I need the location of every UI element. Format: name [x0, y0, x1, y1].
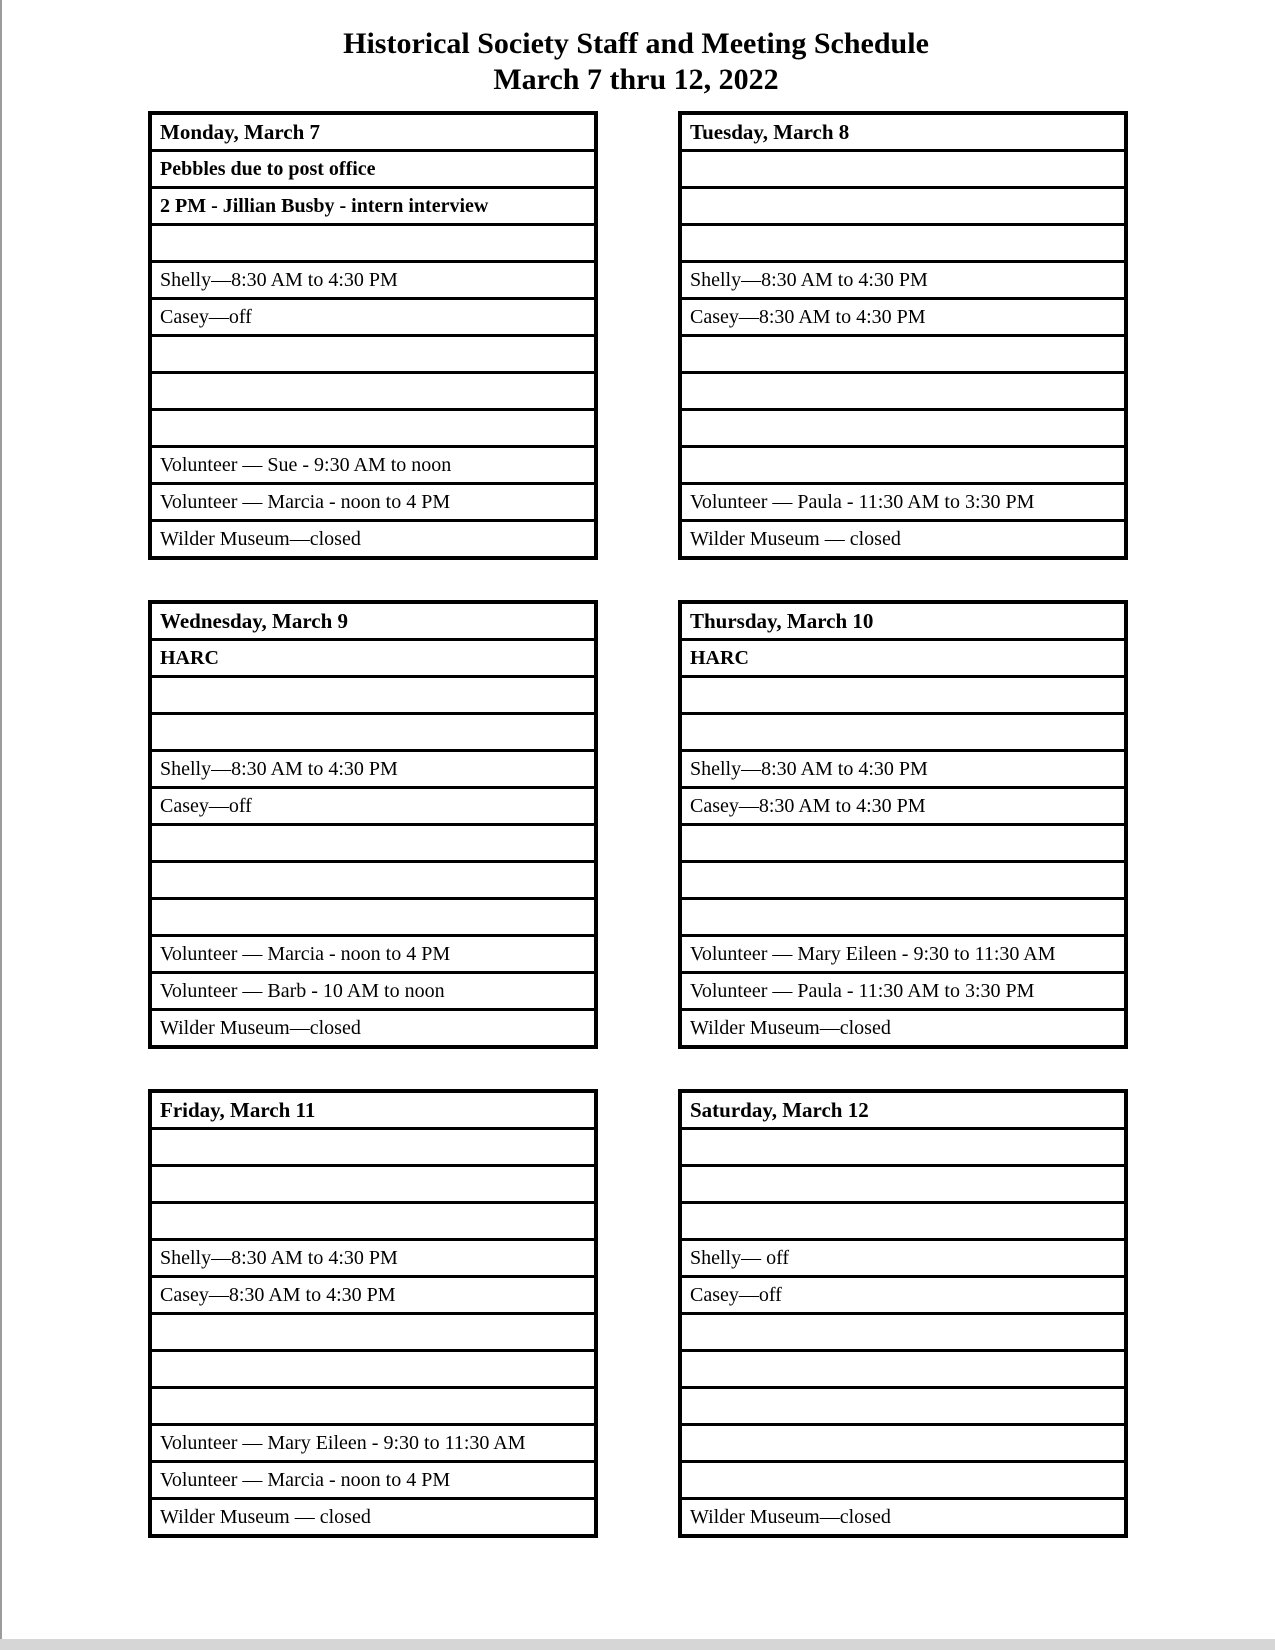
schedule-row	[682, 149, 1124, 186]
day-row-text: Pebbles due to post office	[160, 158, 376, 180]
day-row-text: Shelly—8:30 AM to 4:30 PM	[690, 758, 928, 780]
day-header	[152, 1093, 594, 1127]
day-row-text: Volunteer — Sue - 9:30 AM to noon	[160, 454, 452, 476]
schedule-row	[682, 1460, 1124, 1497]
schedule-row	[682, 971, 1124, 1008]
schedule-row	[682, 712, 1124, 749]
schedule-row	[682, 897, 1124, 934]
day-row-text: HARC	[160, 647, 219, 669]
day-box-friday	[148, 1089, 598, 1538]
schedule-row	[152, 1275, 594, 1312]
schedule-row	[152, 149, 594, 186]
schedule-row	[152, 934, 594, 971]
schedule-row	[152, 1238, 594, 1275]
schedule-row	[682, 297, 1124, 334]
schedule-row	[152, 749, 594, 786]
day-rows	[682, 149, 1124, 556]
day-row-text: Casey—off	[160, 795, 252, 817]
day-rows	[682, 1127, 1124, 1534]
day-box-saturday	[678, 1089, 1128, 1538]
schedule-row	[152, 1008, 594, 1045]
schedule-row	[152, 371, 594, 408]
day-row-text: Wilder Museum — closed	[160, 1506, 371, 1528]
schedule-row	[682, 934, 1124, 971]
day-row-text: Shelly—8:30 AM to 4:30 PM	[160, 269, 398, 291]
schedule-row	[682, 675, 1124, 712]
schedule-row	[682, 1201, 1124, 1238]
day-row-text: Shelly—8:30 AM to 4:30 PM	[160, 758, 398, 780]
day-header	[152, 604, 594, 638]
schedule-row	[682, 1312, 1124, 1349]
schedule-row	[682, 1349, 1124, 1386]
schedule-row	[682, 1164, 1124, 1201]
schedule-row	[152, 408, 594, 445]
schedule-row	[152, 1460, 594, 1497]
day-header-label: Monday, March 7	[160, 120, 321, 144]
schedule-row	[152, 638, 594, 675]
schedule-row	[682, 786, 1124, 823]
day-row-text: Shelly—8:30 AM to 4:30 PM	[690, 269, 928, 291]
schedule-row	[152, 860, 594, 897]
page-title: Historical Society Staff and Meeting Schedule	[343, 27, 929, 60]
day-row-text: Casey—8:30 AM to 4:30 PM	[690, 306, 926, 328]
schedule-row	[152, 445, 594, 482]
schedule-row	[152, 334, 594, 371]
schedule-row	[152, 675, 594, 712]
day-row-text: Wilder Museum—closed	[690, 1506, 891, 1528]
day-row-text: Volunteer — Paula - 11:30 AM to 3:30 PM	[690, 491, 1035, 513]
day-row-text: Wilder Museum—closed	[160, 1017, 361, 1039]
schedule-row	[152, 223, 594, 260]
day-row-text: Wilder Museum—closed	[160, 528, 361, 550]
day-header	[682, 1093, 1124, 1127]
day-row-text: Volunteer — Barb - 10 AM to noon	[160, 980, 445, 1002]
day-row-text: 2 PM - Jillian Busby - intern interview	[160, 195, 489, 217]
day-row-text: Shelly—8:30 AM to 4:30 PM	[160, 1247, 398, 1269]
schedule-row	[152, 971, 594, 1008]
schedule-row	[152, 1386, 594, 1423]
day-box-monday	[148, 111, 598, 560]
schedule-row	[682, 638, 1124, 675]
day-box-thursday	[678, 600, 1128, 1049]
day-row-text: Shelly— off	[690, 1247, 790, 1269]
schedule-row	[152, 482, 594, 519]
schedule-row	[152, 1312, 594, 1349]
day-header-label: Tuesday, March 8	[690, 120, 850, 144]
schedule-row	[682, 445, 1124, 482]
schedule-row	[152, 186, 594, 223]
day-rows	[152, 638, 594, 1045]
schedule-row	[152, 260, 594, 297]
day-row-text: Wilder Museum—closed	[690, 1017, 891, 1039]
day-row-text: Casey—off	[160, 306, 252, 328]
day-header	[152, 115, 594, 149]
day-row-text: Volunteer — Marcia - noon to 4 PM	[160, 1469, 451, 1491]
day-row-text: Volunteer — Marcia - noon to 4 PM	[160, 491, 451, 513]
day-box-wednesday	[148, 600, 598, 1049]
schedule-row	[682, 1238, 1124, 1275]
day-row-text: Volunteer — Mary Eileen - 9:30 to 11:30 AM	[690, 943, 1056, 965]
day-row-text: HARC	[690, 647, 749, 669]
schedule-row	[682, 223, 1124, 260]
schedule-row	[682, 371, 1124, 408]
schedule-row	[152, 1127, 594, 1164]
schedule-row	[152, 297, 594, 334]
schedule-row	[152, 519, 594, 556]
day-rows	[152, 1127, 594, 1534]
schedule-row	[682, 408, 1124, 445]
page-subtitle: March 7 thru 12, 2022	[493, 63, 779, 96]
schedule-row	[152, 1497, 594, 1534]
day-row-text: Casey—8:30 AM to 4:30 PM	[160, 1284, 396, 1306]
schedule-row	[682, 1008, 1124, 1045]
schedule-row	[682, 1275, 1124, 1312]
schedule-row	[682, 860, 1124, 897]
schedule-row	[682, 823, 1124, 860]
day-row-text: Wilder Museum — closed	[690, 528, 901, 550]
day-row-text: Volunteer — Paula - 11:30 AM to 3:30 PM	[690, 980, 1035, 1002]
schedule-row	[152, 1164, 594, 1201]
schedule-row	[682, 1127, 1124, 1164]
schedule-row	[682, 260, 1124, 297]
schedule-row	[682, 1386, 1124, 1423]
day-row-text: Volunteer — Marcia - noon to 4 PM	[160, 943, 451, 965]
day-header-label: Friday, March 11	[160, 1098, 316, 1122]
page-edge-bottom	[0, 1639, 1275, 1650]
schedule-row	[152, 823, 594, 860]
schedule-row	[682, 1497, 1124, 1534]
page-header	[148, 0, 1124, 98]
day-row-text: Casey—8:30 AM to 4:30 PM	[690, 795, 926, 817]
day-header-label: Wednesday, March 9	[160, 609, 349, 633]
schedule-row	[682, 1423, 1124, 1460]
schedule-row	[682, 334, 1124, 371]
day-header-label: Saturday, March 12	[690, 1098, 869, 1122]
day-row-text: Volunteer — Mary Eileen - 9:30 to 11:30 AM	[160, 1432, 526, 1454]
day-rows	[152, 149, 594, 556]
schedule-row	[682, 519, 1124, 556]
schedule-row	[152, 1349, 594, 1386]
schedule-row	[152, 1201, 594, 1238]
day-header	[682, 604, 1124, 638]
schedule-row	[152, 786, 594, 823]
day-box-tuesday	[678, 111, 1128, 560]
page-edge-left	[0, 0, 2, 1650]
schedule-row	[152, 712, 594, 749]
day-row-text: Casey—off	[690, 1284, 782, 1306]
schedule-row	[682, 482, 1124, 519]
day-rows	[682, 638, 1124, 1045]
schedule-grid	[148, 111, 1275, 1538]
schedule-row	[682, 749, 1124, 786]
schedule-row	[152, 1423, 594, 1460]
schedule-row	[682, 186, 1124, 223]
day-header-label: Thursday, March 10	[690, 609, 874, 633]
day-header	[682, 115, 1124, 149]
schedule-row	[152, 897, 594, 934]
